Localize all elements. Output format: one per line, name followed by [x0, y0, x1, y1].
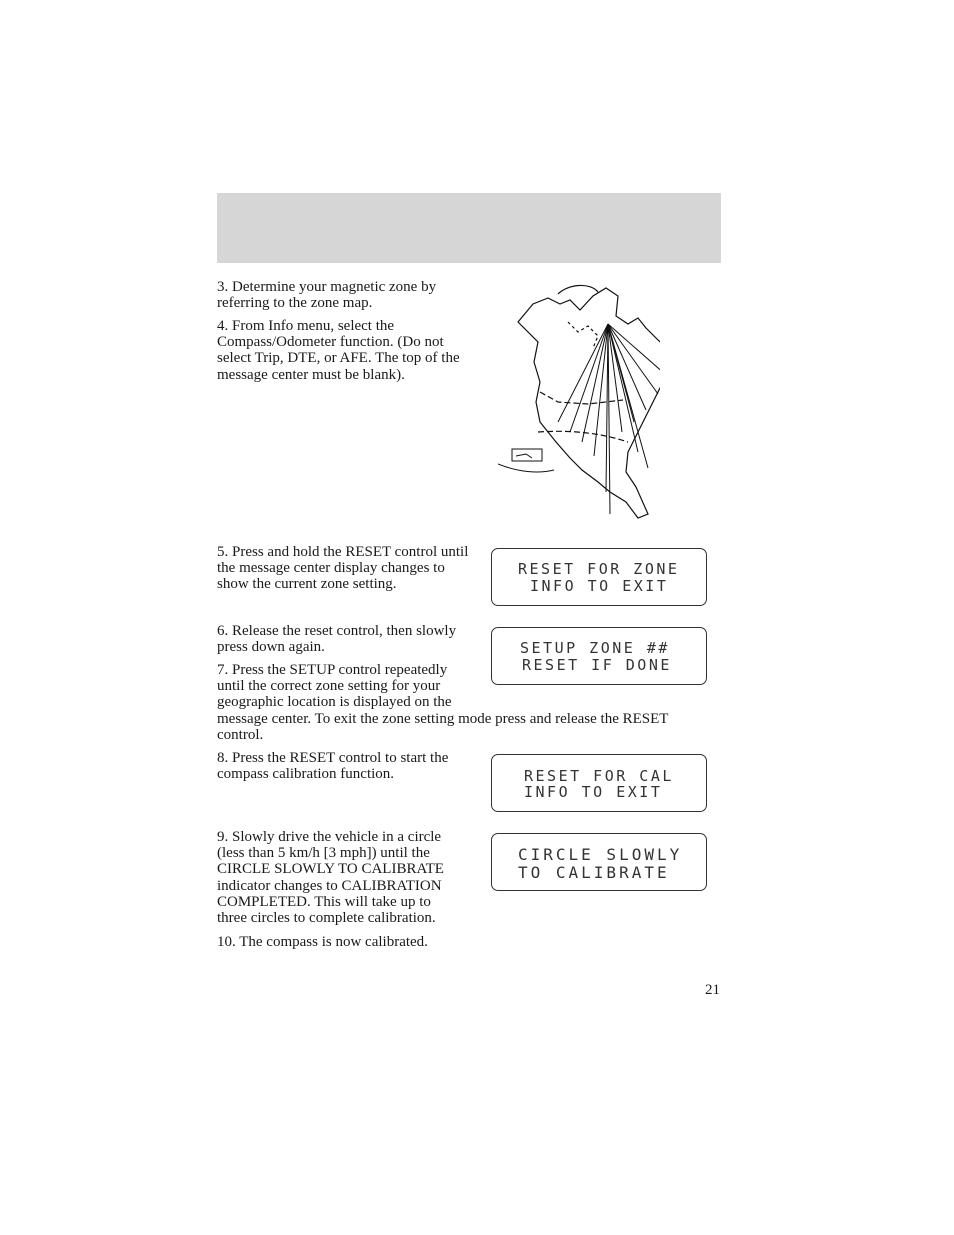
- step-6-text: 6. Release the reset control, then slowly press down again.: [217, 623, 457, 656]
- lcd-display-reset-zone: [491, 548, 707, 606]
- lcd-line-1: RESET FOR ZONE: [518, 560, 680, 578]
- lcd-line-2: TO CALIBRATE: [518, 863, 670, 882]
- lcd-display-reset-cal: [491, 754, 707, 812]
- step-7-text: [217, 662, 717, 743]
- lcd-line-1: RESET FOR CAL: [524, 767, 674, 785]
- step-7-body: 7. Press the SETUP control repeatedly until the correct zone setting for your geographic location is displayed on the message center. To exit the zone setting mode press and release the RESET control.: [217, 662, 669, 743]
- lcd-line-2: INFO TO EXIT: [524, 783, 663, 801]
- step-9-body: 9. Slowly drive the vehicle in a circle (less than 5 km/h [3 mph]) until the CIRCLE SLOWLY TO CALIBRATE indicator changes to CALIBRATION COMPLETED. This will take up to three circles to complete calibration.: [217, 829, 444, 927]
- page-number: 21: [705, 982, 720, 998]
- step-9-text: [217, 829, 717, 926]
- step-3-text: 3. Determine your magnetic zone by referring to the zone map.: [217, 279, 437, 312]
- lcd-line-1: CIRCLE SLOWLY: [518, 845, 683, 864]
- lcd-line-1: SETUP ZONE ##: [520, 639, 670, 657]
- step-10-text: 10. The compass is now calibrated.: [217, 934, 428, 950]
- zone-map-icon: [498, 282, 660, 524]
- step-8-text: 8. Press the RESET control to start the compass calibration function.: [217, 750, 449, 783]
- lcd-line-2: INFO TO EXIT: [530, 577, 669, 595]
- lcd-line-2: RESET IF DONE: [522, 656, 672, 674]
- step-4-text: 4. From Info menu, select the Compass/Odometer function. (Do not select Trip, DTE, or AFE. The top of the message center must be blank).: [217, 318, 460, 383]
- section-header-band: [217, 193, 721, 263]
- step-5-text: 5. Press and hold the RESET control until the message center display changes to show the current zone setting.: [217, 544, 469, 593]
